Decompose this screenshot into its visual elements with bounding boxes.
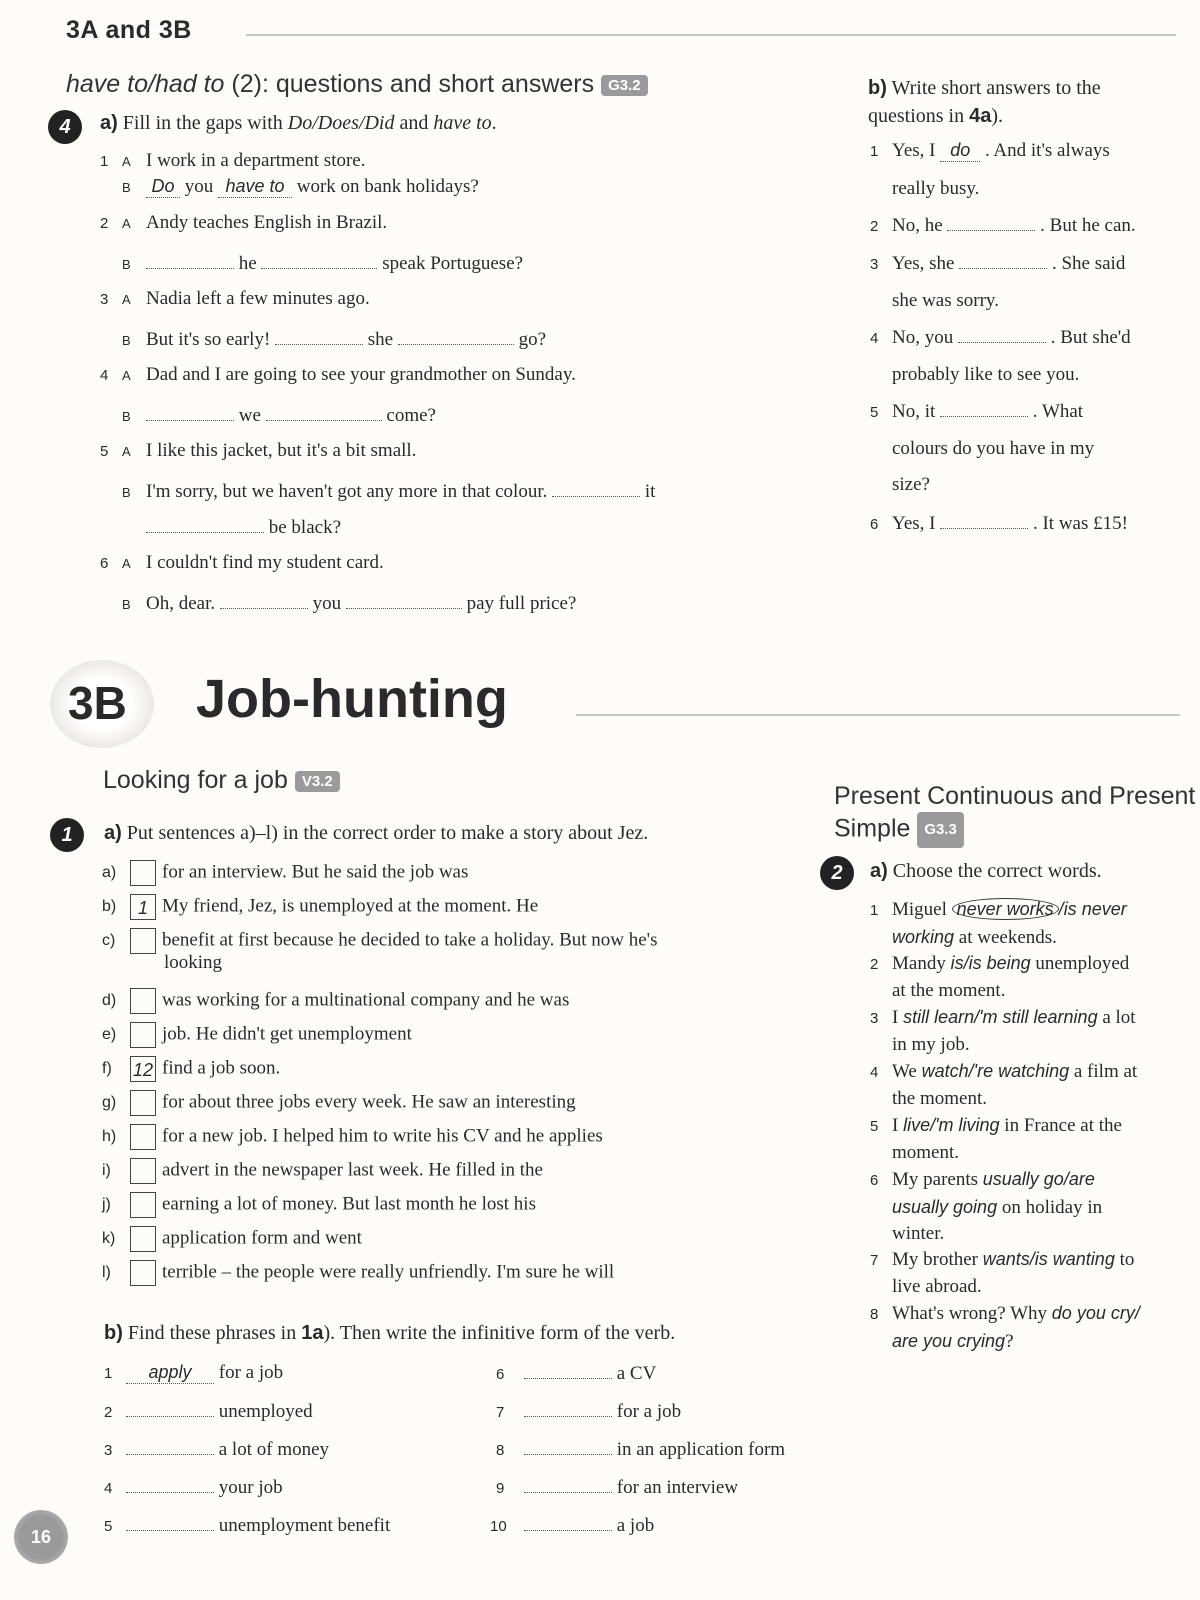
ex4-badge: G3.2 [601,75,648,96]
item-number: 3 [870,1010,879,1027]
sentence-text: for a new job. I helped him to write his CV and he applies [162,1125,603,1147]
answer-gap[interactable] [126,1438,214,1455]
line-text: a lot [1102,1007,1136,1028]
line-text: go? [518,329,547,350]
item-number: 5 [870,404,879,421]
line-text: Yes, I [892,140,936,161]
ex1b-right-6 [496,1362,656,1385]
ex1-sentence-j [102,1192,536,1218]
line-text: you [312,593,342,614]
sentence-letter: j) [102,1196,111,1214]
ex2-instruction [870,860,1102,883]
answer-field[interactable]: apply [126,1362,214,1384]
ex4-item-4-b [122,404,436,427]
choice-option[interactable]: do you cry/ [1051,1303,1140,1323]
line-text: I couldn't find my student card. [146,552,384,573]
line-text: But it's so early! [146,329,271,350]
ex2-item-6 [870,1166,1190,1247]
ex4-item-3-b [122,328,546,351]
order-box[interactable] [130,860,156,886]
answer-gap[interactable] [220,592,308,609]
choice-option[interactable]: watch/'re watching [921,1061,1070,1081]
ex4b-answer-3 [870,252,1125,275]
line-text: No, he [892,215,943,236]
ex4b-answer-5-cont2: size? [892,474,930,495]
unit-title: Job-hunting [196,669,508,729]
ex4-item-6-a [100,552,384,574]
item-number: 5 [104,1518,113,1535]
order-box[interactable] [130,1226,156,1252]
item-number: 2 [870,956,879,973]
ex1-title-text: Looking for a job [103,766,288,794]
line-text: Yes, I [892,513,936,534]
line-text: Mandy [892,953,946,974]
answer-gap[interactable] [947,214,1035,231]
line-text: it [644,481,656,502]
line-text: ? [1005,1331,1014,1352]
ex4b-answer-4-cont: probably like to see you. [892,364,1080,385]
choice-option[interactable]: wants/is wanting [982,1249,1115,1269]
ex4b-label: b) [868,77,887,99]
order-box[interactable] [130,1158,156,1184]
ex2-instr-text: Choose the correct words. [892,860,1102,882]
line-text: unemployed [1035,953,1130,974]
answer-gap[interactable] [552,480,640,497]
phrase-text: a job [616,1515,655,1536]
ex4-item-6-b [122,592,576,615]
item-number: 3 [100,291,109,308]
ex2-instr-label: a) [870,860,888,882]
choice-option[interactable]: usually go/are [982,1169,1095,1189]
item-number: 8 [496,1442,505,1459]
ex1-instr-label: a) [104,822,122,844]
answer-gap[interactable] [261,252,377,269]
ex4-number-icon: 4 [48,110,82,144]
ex1-section-title [103,766,340,795]
sentence-text: terrible – the people were really unfriendly. I'm sure he will [162,1261,615,1283]
answer-field[interactable]: Do [146,176,180,198]
answer-gap[interactable] [126,1476,214,1493]
order-box[interactable] [130,928,156,954]
item-number: 9 [496,1480,505,1497]
line-text: What's wrong? Why [892,1303,1048,1324]
speaker-label: A [122,556,131,571]
phrase-text: unemployment benefit [218,1515,391,1536]
answer-gap[interactable] [524,1362,612,1379]
line-text: at weekends. [958,927,1057,948]
item-number: 1 [104,1365,113,1382]
line-text: live abroad. [892,1276,982,1297]
unit-badge [50,660,160,750]
phrase-text: a CV [616,1363,657,1384]
ex2-item-3 [870,1004,1190,1058]
line-text: . But he can. [1040,215,1136,236]
line-text: . But she'd [1050,327,1131,348]
line-text: My parents [892,1169,979,1190]
speaker-label: A [122,444,131,459]
ex1b-right-7 [496,1400,681,1423]
ex2-item-8 [870,1300,1190,1355]
item-number: 2 [104,1404,113,1421]
ex1-sentence-g [102,1090,576,1116]
answer-gap[interactable] [524,1438,612,1455]
sentence-text: benefit at first because he decided to take a holiday. But now he's [162,929,658,951]
ex4-item-3-a [100,288,370,310]
speaker-label: B [122,597,131,612]
line-text: I [892,1007,899,1028]
ex1-sentence-h [102,1124,603,1150]
sentence-text: application form and went [162,1227,362,1249]
ex4b-answer-1 [870,140,1110,162]
ex4b-answer-3-cont: she was sorry. [892,290,999,311]
line-text: the moment. [892,1088,987,1109]
ex4b-answer-2 [870,214,1136,237]
ex2-item-7 [870,1246,1190,1300]
ex1b-instruction [104,1322,675,1345]
ex4b-text1: Write short answers to the [891,77,1101,99]
answer-gap[interactable] [940,512,1028,529]
item-number: 6 [496,1366,505,1383]
line-text: she [367,329,394,350]
speaker-label: A [122,216,131,231]
sentence-text: earning a lot of money. But last month he lost his [162,1193,536,1215]
phrase-text: in an application form [616,1439,786,1460]
order-box[interactable]: 1 [130,894,156,920]
circled-choice[interactable]: never works [952,898,1059,920]
answer-gap[interactable] [524,1514,612,1531]
answer-gap[interactable] [126,1400,214,1417]
sentence-letter: a) [102,864,117,882]
ex1b-ref: 1a [301,1322,324,1344]
line-text: Oh, dear. [146,593,216,614]
ex1-sentence-c [102,928,658,954]
ex4-item-2-b [122,252,523,275]
answer-gap[interactable] [524,1400,612,1417]
answer-gap[interactable] [958,326,1046,343]
phrase-text: your job [218,1477,283,1498]
phrase-text: for a job [218,1362,284,1383]
line-text: work on bank holidays? [296,176,479,197]
line-text: you [184,176,214,197]
line-text: a film at [1073,1061,1138,1082]
answer-gap[interactable] [266,404,382,421]
line-text: I work in a department store. [146,150,366,171]
ex2-section-title [834,780,1195,848]
line-text: speak Portuguese? [382,253,524,274]
phrase-text: unemployed [218,1401,313,1422]
item-number: 4 [870,1064,879,1081]
choice-option[interactable]: is/is being [950,953,1031,973]
sentence-letter: i) [102,1162,111,1180]
speaker-label: A [122,154,131,169]
ex2-item-2 [870,950,1190,1004]
ex1b-left-3 [104,1438,329,1461]
running-header: 3A and 3B [66,16,192,44]
speaker-label: B [122,409,131,424]
line-text: . What [1032,401,1084,422]
answer-gap[interactable] [275,328,363,345]
line-text: Nadia left a few minutes ago. [146,288,370,309]
line-text: moment. [892,1142,960,1163]
ex4b-instruction [868,74,1101,130]
ex4b-answer-4 [870,326,1131,349]
ex1-instruction [104,822,648,845]
choice-option[interactable]: still learn/'m still learning [903,1007,1098,1027]
ex1b-left-1 [104,1362,283,1384]
choice-separator: / [1058,899,1064,919]
ex4-instr-italic2: have to [433,112,492,134]
answer-gap[interactable] [959,252,1047,269]
line-text: No, it [892,401,936,422]
ex4b-answer-1-cont: really busy. [892,178,980,199]
phrase-text: for a job [616,1401,682,1422]
choice-option[interactable]: usually going [892,1197,998,1217]
item-number: 1 [870,902,879,919]
line-text: Miguel [892,899,947,920]
ex2-title-line1: Present Continuous and Present [834,782,1196,810]
ex4-instr-and: and [399,112,429,134]
sentence-text: for an interview. But he said the job was [162,861,469,883]
item-number: 1 [870,143,879,160]
phrase-text: a lot of money [218,1439,330,1460]
sentence-letter: h) [102,1128,117,1146]
line-text: . And it's always [984,140,1110,161]
answer-field[interactable]: have to [218,176,292,198]
item-number: 7 [870,1252,879,1269]
line-text: he [238,253,257,274]
ex1-sentence-k [102,1226,362,1252]
sentence-text: My friend, Jez, is unemployed at the moment. He [162,895,539,917]
sentence-text: advert in the newspaper last week. He filled in the [162,1159,543,1181]
ex4-title-italic: have to/had to [66,70,225,98]
line-text: at the moment. [892,980,1006,1001]
line-text: I like this jacket, but it's a bit small. [146,440,417,461]
line-text: to [1119,1249,1135,1270]
ex4-title-rest: (2): questions and short answers [224,70,595,98]
sentence-text: was working for a multinational company and he was [162,989,570,1011]
ex4b-answer-5 [870,400,1083,423]
ex1-sentence-c-cont: looking [164,952,223,973]
ex4-item-1-a [100,150,365,172]
ex4b-text2: questions in [868,105,965,127]
item-number: 6 [870,516,879,533]
item-number: 1 [100,153,109,170]
answer-gap[interactable] [126,1514,214,1531]
order-box[interactable]: 12 [130,1056,156,1082]
order-box[interactable] [130,1192,156,1218]
line-text: No, you [892,327,954,348]
ex1-sentence-a [102,860,468,886]
choice-option[interactable]: are you crying [892,1331,1006,1351]
ex2-item-1 [870,896,1190,951]
ex1-sentence-d [102,988,569,1014]
answer-gap[interactable] [398,328,514,345]
ex1b-text1: Find these phrases in [127,1322,297,1344]
ex1b-left-2 [104,1400,313,1423]
ex1b-right-9 [496,1476,738,1499]
ex1b-text2: ). Then write the infinitive form of the verb. [323,1322,676,1344]
ex4-item-2-a [100,212,387,234]
ex4b-answer-5-cont: colours do you have in my [892,438,1095,459]
line-text: in my job. [892,1034,970,1055]
choice-option[interactable]: live/'m living [903,1115,1000,1135]
ex4b-answer-6 [870,512,1128,535]
ex1-number-icon: 1 [50,818,84,852]
ex4-item-4-a [100,364,576,386]
item-number: 5 [100,443,109,460]
page-number: 16 [14,1510,68,1564]
line-text: . She said [1051,253,1126,274]
line-text: Yes, she [892,253,955,274]
ex1b-right-10 [490,1514,654,1537]
order-box[interactable] [130,1090,156,1116]
answer-gap[interactable] [146,404,234,421]
ex4-instr-end: . [491,112,497,134]
sentence-letter: k) [102,1230,116,1248]
line-text: pay full price? [466,593,577,614]
line-text: We [892,1061,917,1082]
line-text: we [238,405,261,426]
line-text: be black? [268,517,342,538]
order-box[interactable] [130,1022,156,1048]
ex4-item-5-b [122,480,655,503]
item-number: 2 [100,215,109,232]
sentence-letter: d) [102,992,117,1010]
line-text: Andy teaches English in Brazil. [146,212,388,233]
item-number: 4 [100,367,109,384]
answer-gap[interactable] [940,400,1028,417]
unit-code: 3B [68,677,127,729]
unit-rule [576,714,1180,716]
item-number: 4 [104,1480,113,1497]
ex4-instr-label: a) [100,112,118,134]
choice-option[interactable]: working [892,927,955,947]
answer-gap[interactable] [146,252,234,269]
line-text: winter. [892,1223,945,1244]
ex1-sentence-l [102,1260,614,1286]
item-number: 10 [490,1518,507,1535]
ex4b-ref: 4a [969,105,992,127]
speaker-label: B [122,257,131,272]
ex1-sentence-f [102,1056,280,1082]
item-number: 5 [870,1118,879,1135]
item-number: 3 [104,1442,113,1459]
line-text: come? [386,405,436,426]
ex1b-right-8 [496,1438,785,1461]
item-number: 7 [496,1404,505,1421]
item-number: 8 [870,1306,879,1323]
ex1b-left-5 [104,1514,390,1537]
answer-gap[interactable] [146,516,264,533]
ex4-item-5-b-cont [146,516,341,539]
ex4-instr-italic: Do/Does/Did [287,112,395,134]
ex1b-label: b) [104,1322,123,1344]
sentence-letter: b) [102,898,117,916]
ex4-section-title [66,70,648,99]
line-text: on holiday in [1001,1197,1103,1218]
speaker-label: B [122,485,131,500]
ex2-number-icon: 2 [820,856,854,890]
ex2-badge: G3.3 [917,812,964,848]
ex2-item-5 [870,1112,1190,1166]
sentence-letter: e) [102,1026,117,1044]
speaker-label: B [122,180,131,195]
answer-field[interactable]: do [940,140,980,162]
phrase-text: for an interview [616,1477,739,1498]
ex4b-text3: ). [991,105,1004,127]
ex4-item-1-b [122,176,479,198]
speaker-label: A [122,368,131,383]
answer-gap[interactable] [346,592,462,609]
speaker-label: A [122,292,131,307]
ex4-instruction [100,112,497,135]
ex1-sentence-i [102,1158,543,1184]
order-box[interactable] [130,988,156,1014]
speaker-label: B [122,333,131,348]
order-box[interactable] [130,1260,156,1286]
line-text: I [892,1115,899,1136]
line-text: I'm sorry, but we haven't got any more in that colour. [146,481,548,502]
sentence-letter: f) [102,1060,112,1078]
ex4-item-5-a [100,440,416,462]
sentence-letter: c) [102,932,116,950]
sentence-text: job. He didn't get unemployment [162,1023,412,1045]
item-number: 4 [870,330,879,347]
line-text: Dad and I are going to see your grandmother on Sunday. [146,364,576,385]
sentence-text: for about three jobs every week. He saw an interesting [162,1091,576,1113]
item-number: 6 [870,1172,879,1189]
item-number: 3 [870,256,879,273]
choice-option[interactable]: is never [1063,899,1127,919]
line-text: . It was £15! [1032,513,1128,534]
line-text: My brother [892,1249,979,1270]
ex2-title-line2: Simple [834,814,911,843]
item-number: 6 [100,555,109,572]
item-number: 2 [870,218,879,235]
ex1-sentence-b [102,894,538,920]
line-text: in France at the [1004,1115,1122,1136]
sentence-letter: g) [102,1094,117,1112]
order-box[interactable] [130,1124,156,1150]
sentence-letter: l) [102,1264,111,1282]
answer-gap[interactable] [524,1476,612,1493]
ex4-instr-text: Fill in the gaps with [122,112,283,134]
ex1-badge: V3.2 [295,771,340,792]
ex1-instr-text: Put sentences a)–l) in the correct order to make a story about Jez. [126,822,649,844]
ex2-item-4 [870,1058,1190,1112]
header-rule [246,34,1176,36]
ex1-sentence-e [102,1022,412,1048]
ex1b-left-4 [104,1476,283,1499]
sentence-text: find a job soon. [162,1057,281,1079]
